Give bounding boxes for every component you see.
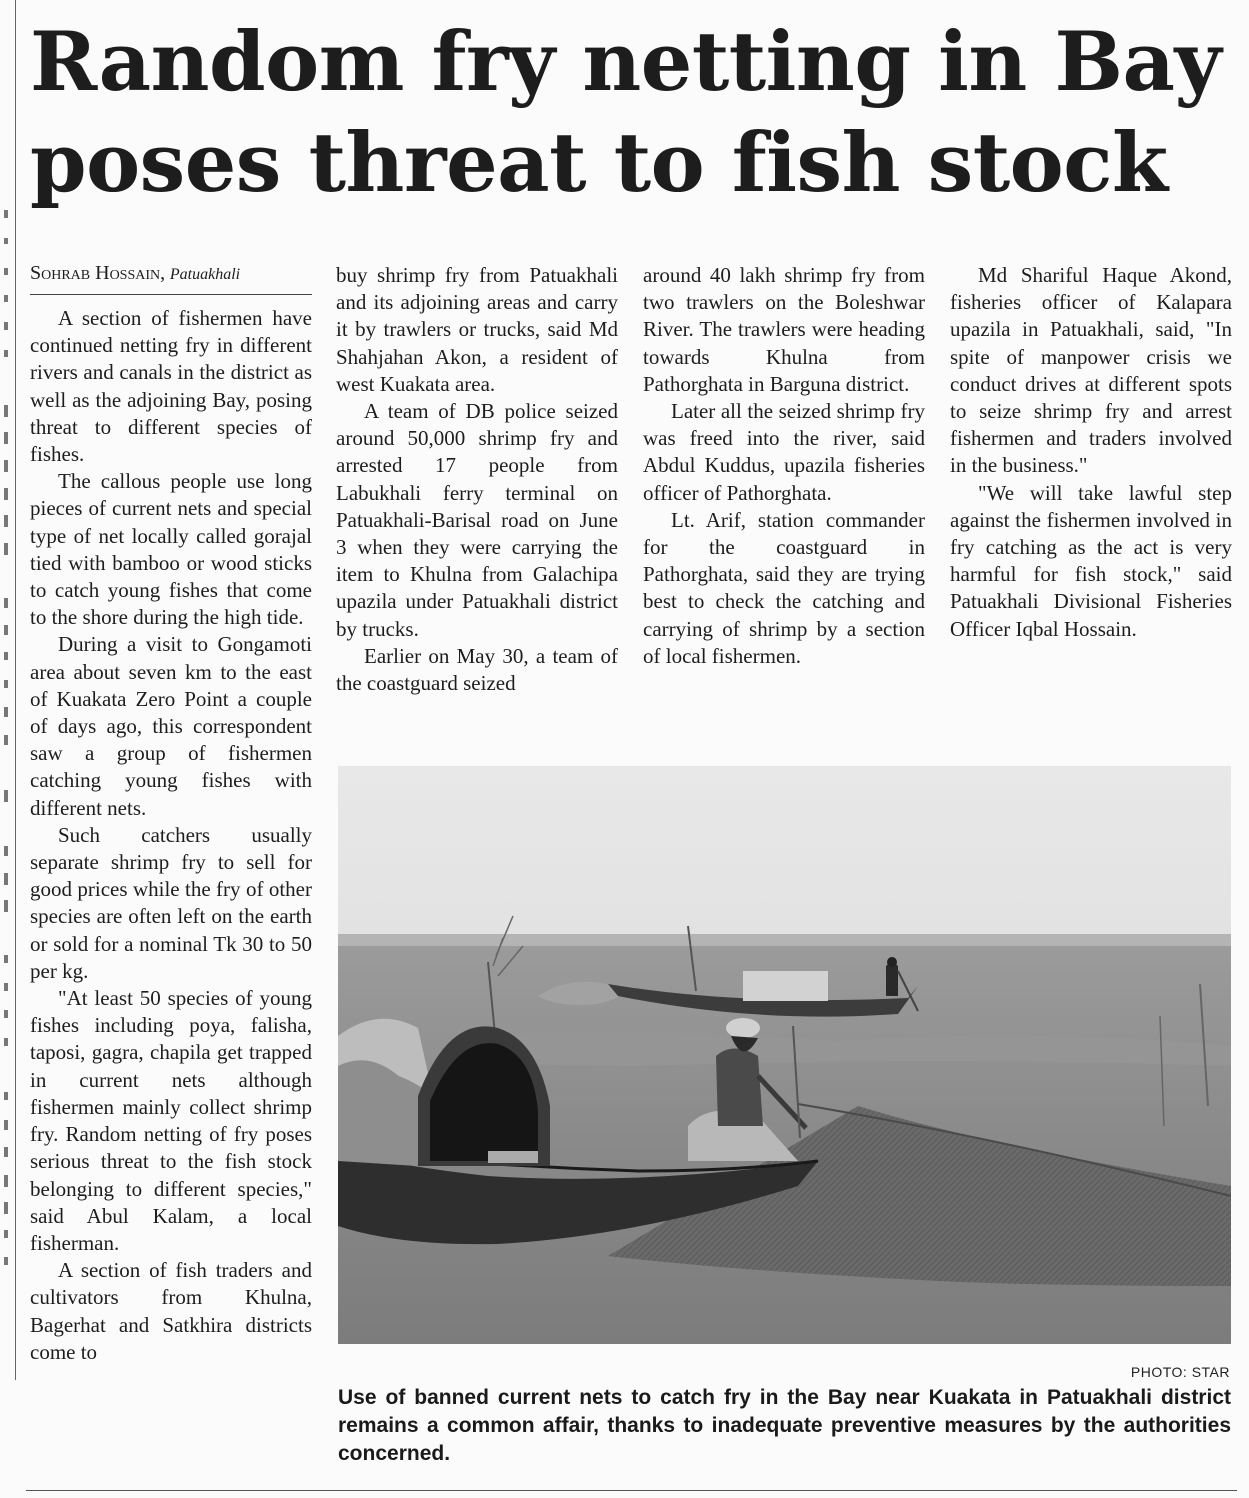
photo-credit: PHOTO: STAR	[1130, 1364, 1230, 1380]
byline-author: Sohrab Hossain,	[30, 262, 166, 284]
byline-location: Patuakhali	[169, 266, 241, 283]
paragraph: Md Shariful Haque Akond, fisheries officer of Kalapara upazila in Patuakhali, said, "In spite of manpower crisis we conduct drives at different spots to seize shrimp fry and arrest fishermen and traders involved in the business."	[950, 263, 1232, 478]
paragraph: Earlier on May 30, a team of the coastguard seized	[336, 643, 618, 696]
paragraph: Such catchers usually separate shrimp fry to sell for good prices while the fry of other species are often left on the earth or sold for a nominal Tk 30 to 50 per kg.	[30, 822, 312, 983]
paragraph: Later all the seized shrimp fry was freed into the river, said Abdul Kuddus, upazila fisheries officer of Pathorghata.	[643, 399, 925, 505]
paragraph: During a visit to Gongamoti area about seven km to the east of Kuakata Zero Point a couple of days ago, this correspondent saw a group of fishermen catching young fishes with different nets.	[30, 632, 312, 820]
paragraph: "We will take lawful step against the fishermen involved in fry catching as the act is very harmful for fish stock," said Patuakhali Divisional Fisheries Officer Iqbal Hossain.	[950, 480, 1232, 641]
paragraph: around 40 lakh shrimp fry from two trawlers on the Boleshwar River. The trawlers were heading towards Khulna from Pathorghata in Barguna district.	[643, 263, 925, 396]
article-column-4	[950, 262, 1232, 643]
paragraph: A team of DB police seized around 50,000 shrimp fry and arrested 17 people from Labukhali ferry terminal on Patuakhali-Barisal road on June 3 when they were carrying the item to Khulna from Galachipa upazila under Patuakhali district by trucks.	[336, 399, 618, 641]
paragraph: A section of fish traders and cultivators from Khulna, Bagerhat and Satkhira districts come to	[30, 1258, 312, 1364]
paragraph: A section of fishermen have continued netting fry in different rivers and canals in the district as well as the adjoining Bay, posing threat to different species of fishes.	[30, 306, 312, 467]
paragraph: buy shrimp fry from Patuakhali and its adjoining areas and carry it by trawlers or trucks, said Md Shahjahan Akon, a resident of west Kuakata area.	[336, 263, 618, 396]
paragraph: The callous people use long pieces of current nets and special type of net locally called gorajal tied with bamboo or wood sticks to catch young fishes that come to the shore during the high tide.	[30, 469, 312, 630]
byline	[30, 262, 312, 295]
article-column-2	[336, 262, 618, 697]
adjacent-column-fragment	[0, 210, 14, 1360]
headline: Random fry netting in Bay poses threat to fish stock	[30, 15, 1222, 211]
bottom-rule	[26, 1490, 1237, 1491]
article-column-1	[30, 262, 312, 1366]
left-gutter-rule	[15, 0, 16, 1380]
paragraph: Lt. Arif, station commander for the coastguard in Pathorghata, said they are trying best to check the catching and carrying of shrimp by a section of local fishermen.	[643, 507, 925, 668]
news-photo	[338, 766, 1231, 1344]
paragraph: "At least 50 species of young fishes including poya, falisha, taposi, gagra, chapila get trapped in current nets although fishermen mainly collect shrimp fry. Random netting of fry poses serious threat to the fish stock belonging to different species," said Abul Kalam, a local fisherman.	[30, 986, 312, 1255]
photo-caption: Use of banned current nets to catch fry in the Bay near Kuakata in Patuakhali district remains a common affair, thanks to inadequate preventive measures by the authorities concerned.	[338, 1386, 1231, 1465]
article-column-3	[643, 262, 925, 670]
